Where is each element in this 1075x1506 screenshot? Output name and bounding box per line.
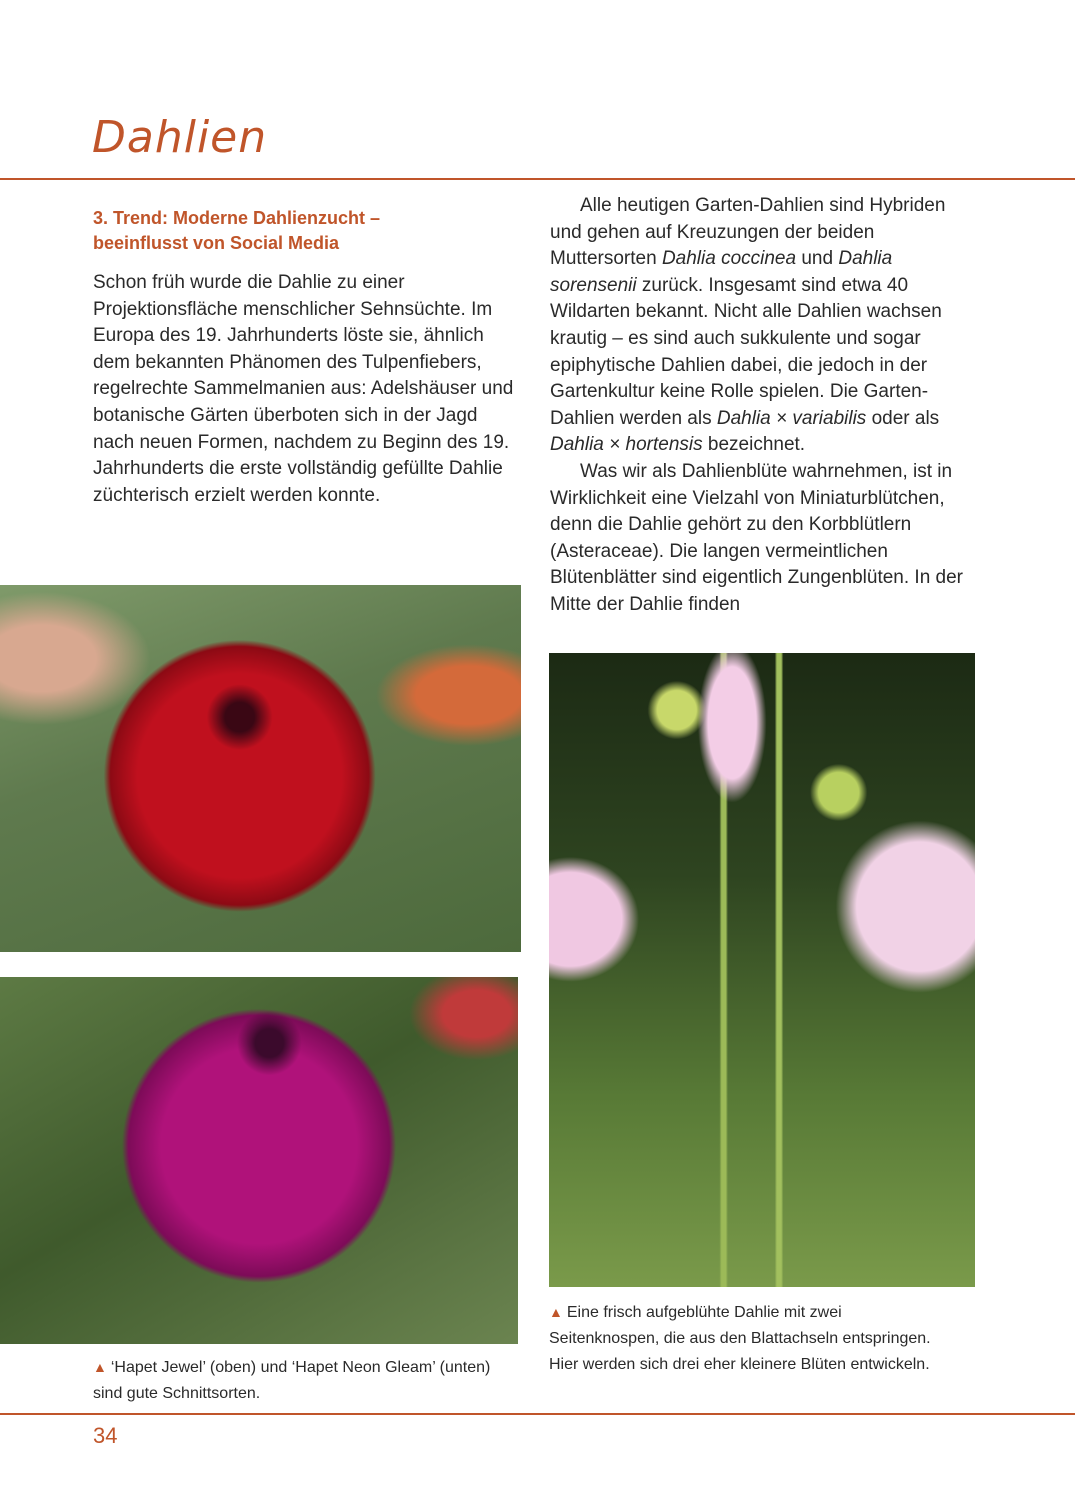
- footer-rule: [0, 1413, 1075, 1415]
- right-column: [550, 193, 980, 619]
- right-paragraph-1: Alle heutigen Garten-Dahlien sind Hybriden und gehen auf Kreuzungen der beiden Muttersorten Dahlia coccinea und Dahlia sorensenii zurück. Insgesamt sind etwa 40 Wildarten bekannt. Nicht alle Dahlien wachsen krautig – es sind auch sukkulente und sogar epiphytische Dahlien dabei, die jedoch in der Gartenkultur keine Rolle spielen. Die Garten-Dahlien werden als Dahlia × variabilis oder als Dahlia × hortensis bezeichnet.: [550, 195, 946, 456]
- photo-pink-dahlia-stems: [549, 653, 975, 1287]
- triangle-up-icon: ▲: [549, 1304, 563, 1320]
- triangle-up-icon: ▲: [93, 1359, 107, 1375]
- species-name: Dahlia sorensenii: [550, 248, 893, 296]
- species-name: Dahlia × hortensis: [550, 434, 703, 456]
- left-column: [93, 206, 523, 509]
- subheading-line-2: beeinflusst von Social Media: [93, 233, 340, 253]
- header-rule: [0, 178, 1075, 180]
- photo-magenta-dahlia: [0, 977, 518, 1344]
- page-number: 34: [93, 1423, 118, 1448]
- species-name: Dahlia × variabilis: [716, 407, 867, 429]
- caption-left-text: ‘Hapet Jewel’ (oben) und ‘Hapet Neon Gleam’ (unten) sind gute Schnittsorten.: [93, 1359, 491, 1402]
- section-subheading: [93, 206, 523, 256]
- species-name: Dahlia coccinea: [661, 248, 797, 270]
- left-paragraph: Schon früh wurde die Dahlie zu einer Projektionsfläche menschlicher Sehnsüchte. Im Europa des 19. Jahrhunderts löste sie, ähnlich dem bekannten Phänomen des Tulpenfiebers, regelrechte Sammelmanien aus: Adelshäuser und botanische Gärten überboten sich in der Jagd nach neuen Formen, nachdem zu Beginn des 19. Jahrhunderts die erste vollständig gefüllte Dahlie züchterisch erzielt werden konnte.: [93, 272, 514, 506]
- caption-right: [549, 1299, 949, 1378]
- right-paragraph-2: Was wir als Dahlienblüte wahrnehmen, ist in Wirklichkeit eine Vielzahl von Miniaturblütchen, denn die Dahlie gehört zu den Korbblütlern (Asteraceae). Die langen vermeintlichen Blütenblätter sind eigentlich Zungenblüten. In der Mitte der Dahlie finden: [550, 460, 963, 615]
- chapter-title: Dahlien: [92, 112, 268, 163]
- caption-right-text: Eine frisch aufgeblühte Dahlie mit zwei Seitenknospen, die aus den Blattachseln entspringen. Hier werden sich drei eher kleinere Blüten entwickeln.: [549, 1304, 931, 1373]
- subheading-line-1: 3. Trend: Moderne Dahlienzucht –: [93, 208, 381, 228]
- caption-left: [93, 1354, 523, 1407]
- photo-red-dahlia: [0, 585, 521, 952]
